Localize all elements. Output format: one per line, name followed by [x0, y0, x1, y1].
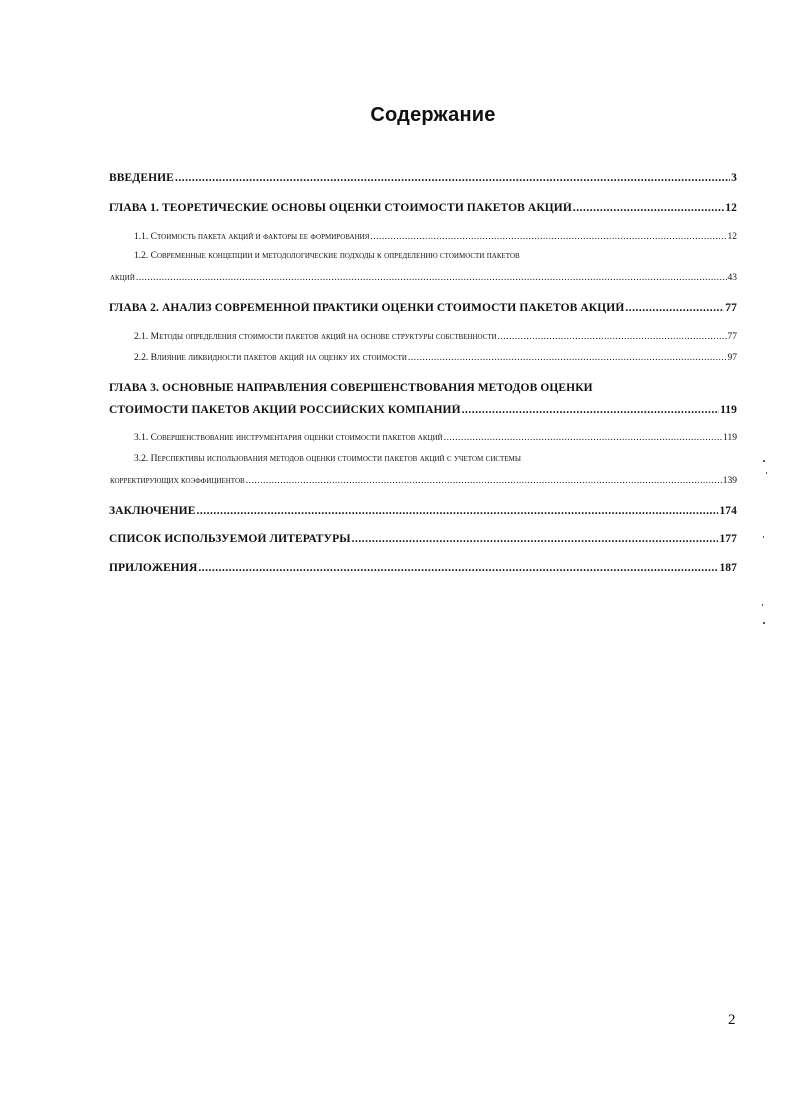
dot-leader [198, 562, 718, 574]
dot-leader [573, 202, 724, 214]
toc-entry-label: СПИСОК ИСПОЛЬЗУЕМОЙ ЛИТЕРАТУРЫ [109, 533, 351, 545]
scan-speck [766, 472, 767, 474]
dot-leader [352, 533, 719, 545]
scan-speck [762, 604, 763, 606]
toc-page-number: 77 [727, 332, 737, 342]
toc-entry-label: 2.2. Влияние ликвидности пакетов акций на оценку их стоимости [134, 353, 407, 363]
toc-entry-section-2-1[interactable] [134, 332, 737, 342]
toc-entry-introduction[interactable] [109, 172, 737, 184]
scan-speck [763, 536, 764, 538]
toc-page-number: 119 [720, 404, 737, 416]
toc-entry-label: ГЛАВА 2. АНАЛИЗ СОВРЕМЕННОЙ ПРАКТИКИ ОЦЕНКИ СТОИМОСТИ ПАКЕТОВ АКЦИЙ [109, 302, 625, 314]
toc-entry-label: ЗАКЛЮЧЕНИЕ [109, 505, 196, 517]
dot-leader [444, 433, 722, 443]
page-number: 2 [728, 1012, 736, 1028]
toc-page-number: 139 [722, 476, 737, 486]
toc-entry-section-3-2-line-1[interactable]: 3.2. Перспективы использования методов оценки стоимости пакетов акций с учетом системы [134, 454, 521, 464]
dot-leader [462, 404, 719, 416]
toc-entry-chapter-1[interactable] [109, 202, 737, 214]
dot-leader [246, 476, 722, 486]
toc-entry-section-1-2-line-1[interactable]: 1.2. Современные концепции и методологические подходы к определению стоимости пакетов [134, 251, 520, 261]
toc-entry-references[interactable] [109, 533, 737, 545]
page-title: Содержание [370, 104, 496, 126]
toc-entry-chapter-3-line-1[interactable]: ГЛАВА 3. ОСНОВНЫЕ НАПРАВЛЕНИЯ СОВЕРШЕНСТВОВАНИЯ МЕТОДОВ ОЦЕНКИ [109, 382, 593, 394]
toc-page-number: 43 [727, 273, 737, 283]
toc-entry-label: ГЛАВА 1. ТЕОРЕТИЧЕСКИЕ ОСНОВЫ ОЦЕНКИ СТОИМОСТИ ПАКЕТОВ АКЦИЙ [109, 202, 572, 214]
toc-entry-label: 2.1. Методы определения стоимости пакетов акций на основе структуры собственности [134, 332, 497, 342]
toc-entry-label: СТОИМОСТИ ПАКЕТОВ АКЦИЙ РОССИЙСКИХ КОМПАНИЙ [109, 404, 461, 416]
toc-entry-conclusion[interactable] [109, 505, 737, 517]
dot-leader [175, 172, 730, 184]
toc-entry-chapter-3[interactable] [109, 404, 737, 416]
toc-page-number: 77 [725, 302, 737, 314]
toc-page-number: 3 [731, 172, 737, 184]
toc-entry-section-1-1[interactable] [134, 232, 737, 242]
dot-leader [625, 302, 724, 314]
toc-entry-chapter-2[interactable] [109, 302, 737, 314]
toc-entry-appendices[interactable] [109, 562, 737, 574]
toc-page-number: 177 [719, 533, 737, 545]
toc-page-number: 187 [719, 562, 737, 574]
toc-entry-section-2-2[interactable] [134, 353, 737, 363]
toc-entry-section-3-1[interactable] [134, 433, 737, 443]
toc-page-number: 12 [725, 202, 737, 214]
toc-entry-section-1-2[interactable] [110, 273, 737, 283]
dot-leader [370, 232, 726, 242]
dot-leader [498, 332, 727, 342]
toc-entry-label: 1.1. Стоимость пакета акций и факторы ее формирования [134, 232, 370, 242]
toc-entry-label: акций [110, 273, 135, 283]
toc-entry-label: корректирующих коэффициентов [110, 476, 245, 486]
scan-speck [763, 460, 765, 462]
toc-entry-section-3-2[interactable] [110, 476, 737, 486]
toc-page-number: 119 [723, 433, 737, 443]
toc-entry-label: 3.1. Совершенствование инструментария оценки стоимости пакетов акций [134, 433, 443, 443]
dot-leader [136, 273, 727, 283]
toc-page-number: 97 [727, 353, 737, 363]
toc-page-number: 174 [719, 505, 737, 517]
toc-page-number: 12 [727, 232, 737, 242]
dot-leader [196, 505, 718, 517]
toc-entry-label: ВВЕДЕНИЕ [109, 172, 174, 184]
toc-entry-label: ПРИЛОЖЕНИЯ [109, 562, 198, 574]
scan-speck [763, 622, 765, 624]
dot-leader [408, 353, 727, 363]
